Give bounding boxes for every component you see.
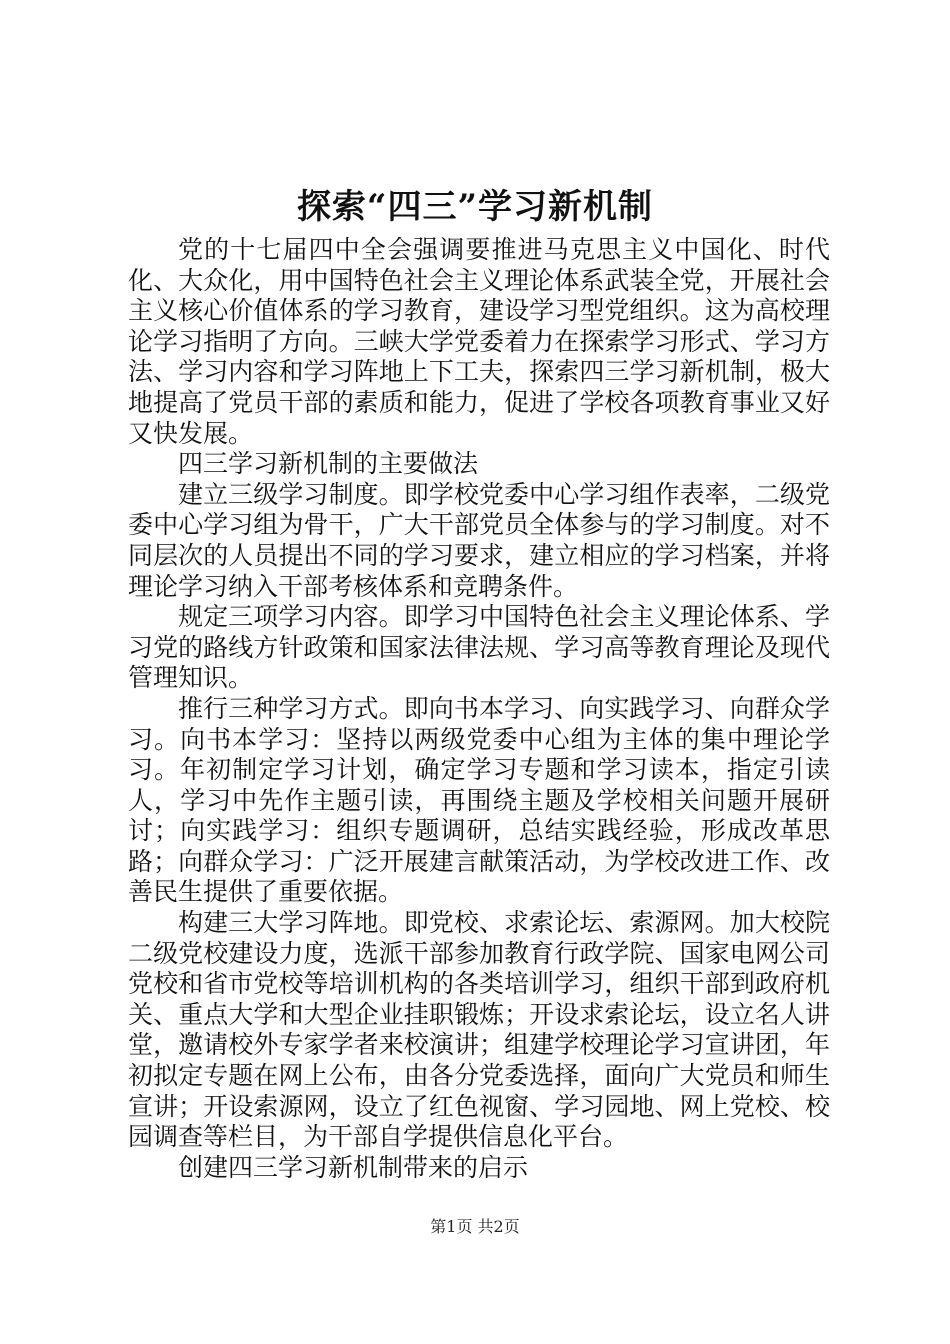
paragraph-three-platforms: 构建三大学习阵地。即党校、求索论坛、索源网。加大校院二级党校建设力度，选派干部参加教育行政学院、国家电网公司党校和省市党校等培训机构的各类培训学习，组织干部到政府机关、重点大学和大型企业挂职锻炼；开设求索论坛，设立名人讲堂，邀请校外专家学者来校演讲；组建学校理论学习宣讲团，年初拟定专题在网上公布，由各分党委选择，面向广大党员和师生宣讲；开设索源网，设立了红色视窗、学习园地、网上党校、校园调查等栏目，为干部自学提供信息化平台。 — [128, 908, 830, 1152]
paragraph-three-contents: 规定三项学习内容。即学习中国特色社会主义理论体系、学习党的路线方针政策和国家法律法规、学习高等教育理论及现代管理知识。 — [128, 602, 830, 693]
paragraph-three-methods: 推行三种学习方式。即向书本学习、向实践学习、向群众学习。向书本学习：坚持以两级党委中心组为主体的集中理论学习。年初制定学习计划，确定学习专题和学习读本，指定引读人，学习中先作主题引读，再围绕主题及学校相关问题开展研讨；向实践学习：组织专题调研，总结实践经验，形成改革思路；向群众学习：广泛开展建言献策活动，为学校改进工作、改善民生提供了重要依据。 — [128, 693, 830, 907]
section-heading-insights: 创建四三学习新机制带来的启示 — [178, 1152, 529, 1182]
paragraph-three-level-system: 建立三级学习制度。即学校党委中心学习组作表率，二级党委中心学习组为骨干，广大干部党员全体参与的学习制度。对不同层次的人员提出不同的学习要求，建立相应的学习档案，并将理论学习纳入干部考核体系和竞聘条件。 — [128, 479, 830, 601]
paragraph-intro: 党的十七届四中全会强调要推进马克思主义中国化、时代化、大众化，用中国特色社会主义理论体系武装全党，开展社会主义核心价值体系的学习教育，建设学习型党组织。这为高校理论学习指明了方向。三峡大学党委着力在探索学习形式、学习方法、学习内容和学习阵地上下工夫，探索四三学习新机制，极大地提高了党员干部的素质和能力，促进了学校各项教育事业又好又快发展。 — [128, 235, 830, 448]
page-footer: 第1页 共2页 — [430, 1217, 520, 1236]
document-body — [128, 235, 830, 1183]
section-heading-practices: 四三学习新机制的主要做法 — [178, 449, 479, 479]
document-title: 探索“四三”学习新机制 — [296, 187, 654, 227]
